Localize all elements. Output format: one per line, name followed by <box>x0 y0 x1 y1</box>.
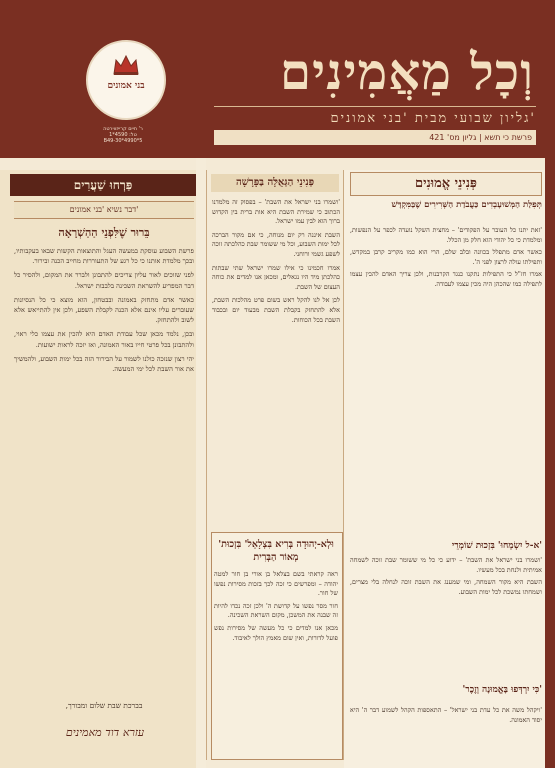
right-column-edge <box>545 158 555 768</box>
left-article-body <box>14 246 194 378</box>
right-section-tab: פְּנִינֵי אֱמוּנִים <box>350 172 542 196</box>
paragraph: לכן אל לנו להקל ראש בשום פרט מהלכות השבת, אלא להתחזק בקבלת השבת מבעוד יום ובכבוד השבת בכל הכוחות. <box>212 296 340 324</box>
right-article-body-3 <box>350 700 542 732</box>
logo <box>86 40 166 120</box>
masthead <box>0 0 555 158</box>
middle-section-tab: פְּנִינֵי הַגְּאֻלָּה בַּפָּרָשָׁה <box>211 174 339 192</box>
contact-line: B49-30*4990*5 <box>103 138 143 144</box>
newsletter-title: וְכָל מַאֲמִינִים <box>279 42 534 101</box>
middle-box-body <box>214 570 338 646</box>
paragraph: 'ויקהל משה את כל עדת בני ישראל' – התאספות הקהל לשמוע דבר ה' היא יסוד האמונה. <box>350 706 542 724</box>
paragraph: השבת איננה רק יום מנוחה, כי אם מקור הברכה לכל ימות השבוע, וכל מי ששומר שבת כהלכתה זוכה לשפע גשמי ורוחני. <box>212 230 340 258</box>
paragraph: חור מסר נפשו על קדושת ה' ולכן זכה נכדו להיות זה שבנה את המשכן, מקום השראת השכינה. <box>214 601 338 620</box>
right-subheading: 'א-ל יִשְׂמְחוּ' בִּזְכוּת שׁוֹמְרֵי <box>451 541 542 551</box>
left-section-tab: פַּרְחוּ שַׁעֲרִים <box>10 174 196 196</box>
right-article-body <box>350 226 542 293</box>
right-article-heading: תְּפִלַּת הַמְּשׁוּעָבְדִים כַּעֲבֹדַת הַשְּׁרִירִים שֶׁבַּמִּקְדָּשׁ <box>391 200 542 210</box>
paragraph: יהי רצון שנזכה כולנו לשמור על הבירור הזה בכל ימות השבוע, ולהמשיך את אור השבת לכל ימי המעשה. <box>14 354 194 374</box>
right-article-body-2 <box>350 556 542 600</box>
paragraph: ראה קראתי בשם בצלאל בן אורי בן חור למטה יהודה – ומפרשים כי זכה לכך בזכות מסירות נפשו של חור. <box>214 570 338 598</box>
paragraph: אמרו חז"ל כי התפילות נתקנו כנגד הקרבנות, ולכן צריך האדם להכין עצמו לתפילה כמו שהכהן היה מכין עצמו לעבודה. <box>350 270 542 288</box>
signature: עזרא דוד מאמינים <box>65 726 145 739</box>
paragraph: כאשר אדם מתפלל בכוונה ובלב שלם, הרי הוא כמו מקריב קרבן במקדש, ותפילתו עולה לרצון לפני ה'. <box>350 248 542 266</box>
contact-info <box>78 126 168 144</box>
middle-article-body <box>212 198 340 329</box>
paragraph: 'זאת יתנו כל העובר על הפקודים' – מחצית השקל נועדה לכפר על הנפשות, ומלמדת כי כל יהודי הוא חלק מן הכלל. <box>350 226 542 244</box>
left-closing: בברכת שבת שלום ומבורך, <box>65 701 143 710</box>
contact-line: ר' חיים קרייזווירטה <box>103 126 143 132</box>
issue-bar: פרשת כי תשא | גליון מס' 421 <box>214 130 536 145</box>
column-divider <box>206 170 207 760</box>
title-divider <box>214 106 536 107</box>
paragraph: ובכן, נלמד מכאן שכל עבודת האדם היא להכין את עצמו כלי ראוי, ולהתבונן בכל פרטי חייו באור האמונה, ואז יזכה לראות ישועות. <box>14 330 194 349</box>
left-section-subtitle: דבר נשיא 'בני אמונים' <box>14 201 194 219</box>
paragraph: לפני שזוכים לאור עליון צריכים להתבונן ולברר את המקום, ולהסיר כל דבר המפריע להשראת השכינה בלבבות ישראל. <box>14 271 194 290</box>
paragraph: אמרו חכמינו כי אילו שמרו ישראל שתי שבתות כהלכתן מיד היו נגאלים, ומכאן אנו למדים את כוחה העצום של השבת. <box>212 263 340 291</box>
right-subheading: 'כִּי יִרְדְּפוּ בָּאֱמוּנָה וְזֶכֶר' <box>462 685 542 695</box>
crown-icon <box>112 54 140 76</box>
logo-text: בני אמונים <box>107 81 145 91</box>
middle-box-title: 'וּלְא-יְהוּדָה בְּרִיא בִּצְלָאֵל' בִּזְכוּת מְאוֹר הַבְּרִית <box>218 539 334 563</box>
paragraph: 'ושמרו בני ישראל את השבת' – בפסוק זה מלמדנו הכתוב כי שמירת השבת היא אות ברית בין הקדוש ברוך הוא לבין עמו ישראל. <box>212 198 340 226</box>
paragraph: השבת היא מקור השמחה, ומי שמענג את השבת זוכה לנחלה בלי מצרים, ושמחתו נמשכת לכל ימות השבוע. <box>350 578 542 596</box>
paragraph: מכאן אנו למדים כי כל מעשה של מסירות נפש פועל לדורות, ואין שום מאמץ הולך לאיבוד. <box>214 623 338 642</box>
paragraph: כאשר אדם מתחזק באמונה ובבטחון, הוא מוצא כי כל הנסיונות שעוברים עליו אינם אלא הכנה לקבלת השפע, ולכן אין להתייאש אלא לשוב ולהתחזק. <box>14 295 194 325</box>
left-column-edge <box>196 158 206 768</box>
paragraph: 'ושמרו בני ישראל את השבת' – ידוע כי כל מי ששומר שבת זוכה לשמחה אמיתית ולנחת בכל מעשיו. <box>350 556 542 574</box>
newsletter-subtitle: גליון שבועי מבית 'בני אמונים' <box>330 111 536 126</box>
contact-line: טל: 4590*1 <box>109 132 137 138</box>
paragraph: פרשת השבוע עוסקת במעשה העגל והתוצאות הקשות שבאו בעקבותיו, ובכך מלמדת אותנו כי כל רגע של התעוררות מחייב הכנה ובירור. <box>14 247 194 266</box>
left-article-heading: בֵּרוּר שֶׁלִּפְנֵי הַהַשְׁרָאָה <box>58 226 150 239</box>
